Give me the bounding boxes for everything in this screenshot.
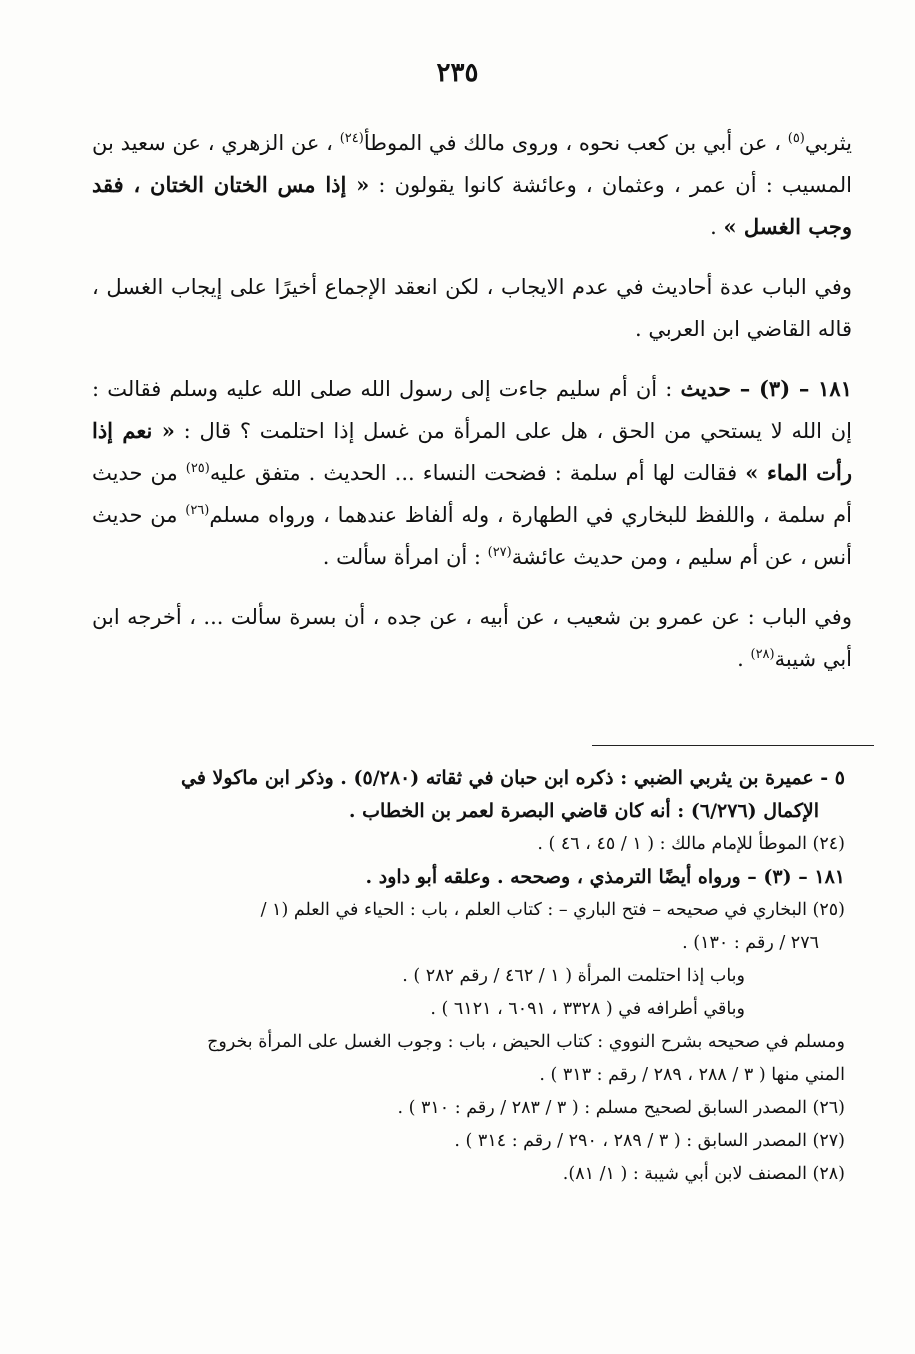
text: من حديث أم سلمة ، واللفظ للبخاري في الطهارة ، وله ألفاظ عندهما ، ورواه مسلم bbox=[92, 461, 852, 527]
footnote-24: (٢٤) الموطأ للإمام مالك : ( ١ / ٤٥ ، ٤٦ ) . bbox=[537, 834, 845, 854]
footnotes bbox=[100, 762, 845, 1191]
text: ، عن أبي بن كعب نحوه ، وروى مالك في الموطأ bbox=[363, 131, 788, 155]
paragraph-4 bbox=[92, 596, 852, 680]
footnote-5-line-2: الإكمال (٦/٢٧٦) : أنه كان قاضي البصرة لعمر بن الخطاب . bbox=[348, 800, 819, 822]
footnote-26: (٢٦) المصدر السابق لصحيح مسلم : ( ٣ / ٢٨٣ / رقم : ٣١٠ ) . bbox=[397, 1098, 845, 1118]
paragraph-2: وفي الباب عدة أحاديث في عدم الايجاب ، لكن انعقد الإجماع أخيرًا على إيجاب الغسل ، قاله القاضي ابن العربي . bbox=[92, 275, 852, 341]
paragraph-1 bbox=[92, 122, 852, 248]
main-text bbox=[92, 122, 852, 698]
footnote-25-line-6: المني منها ( ٣ / ٢٨٨ ، ٢٨٩ / رقم : ٣١٣ ) . bbox=[539, 1065, 845, 1085]
footnote-25-line-5: ومسلم في صحيحه بشرح النووي : كتاب الحيض ، باب : وجوب الغسل على المرأة بخروج bbox=[207, 1032, 845, 1052]
paragraph-3 bbox=[92, 368, 852, 578]
text: يثربي bbox=[804, 131, 852, 155]
footnote-ref-28: (٢٨) bbox=[750, 647, 775, 662]
footnote-25-line-1: (٢٥) البخاري في صحيحه – فتح الباري – : كتاب العلم ، باب : الحياء في العلم (١ / bbox=[260, 900, 845, 920]
text: ، عن الزهري ، عن سعيد بن المسيب : أن عمر ، وعثمان ، وعائشة كانوا يقولون : bbox=[92, 131, 852, 197]
footnote-ref-5: (٥) bbox=[787, 131, 805, 146]
footnote-25-line-3: وباب إذا احتلمت المرأة ( ١ / ٤٦٢ / رقم ٢٨٢ ) . bbox=[402, 966, 745, 986]
text: فقالت لها أم سلمة : فضحت النساء ... الحديث . متفق عليه bbox=[209, 461, 746, 485]
footnote-divider bbox=[592, 745, 874, 746]
text: وفي الباب : عن عمرو بن شعيب ، عن أبيه ، عن جده ، أن بسرة سألت ... ، أخرجه ابن أبي شيبة bbox=[92, 605, 852, 671]
hadith-heading: ١٨١ – (٣) – حديث bbox=[680, 376, 852, 401]
text: . bbox=[737, 647, 751, 671]
footnote-5-line-1: ٥ - عميرة بن يثربي الضبي : ذكره ابن حبان في ثقاته (٥/٢٨٠) . وذكر ابن ماكولا في bbox=[181, 767, 845, 789]
footnote-27: (٢٧) المصدر السابق : ( ٣ / ٢٨٩ ، ٢٩٠ / رقم : ٣١٤ ) . bbox=[454, 1131, 845, 1151]
footnote-ref-25: (٢٥) bbox=[185, 461, 210, 476]
text: من حديث أنس ، عن أم سليم ، ومن حديث عائشة bbox=[92, 503, 852, 569]
text: . bbox=[710, 215, 724, 239]
footnote-181: ١٨١ – (٣) – ورواه أيضًا الترمذي ، وصححه . وعلقه أبو داود . bbox=[365, 866, 845, 888]
footnote-ref-27: (٢٧) bbox=[487, 545, 512, 560]
text: : أن أم سليم جاءت إلى رسول الله صلى الله عليه وسلم فقالت : إن الله لا يستحي من الحق ، هل على المرأة من غسل إذا احتلمت ؟ قال : bbox=[92, 377, 852, 443]
page-number: ٢٣٥ bbox=[436, 58, 479, 88]
hadith-quote: « نعم إذا رأت الماء » bbox=[92, 418, 852, 485]
footnote-25-line-2: ٢٧٦ / رقم : ١٣٠) . bbox=[682, 933, 819, 953]
footnote-25-line-4: وباقي أطرافه في ( ٣٣٢٨ ، ٦٠٩١ ، ٦١٢١ ) . bbox=[430, 999, 745, 1019]
text: : أن امرأة سألت . bbox=[322, 545, 488, 569]
footnote-ref-26: (٢٦) bbox=[185, 503, 210, 518]
footnote-ref-24: (٢٤) bbox=[339, 131, 364, 146]
hadith-quote: « إذا مس الختان الختان ، فقد وجب الغسل » bbox=[92, 172, 852, 239]
footnote-28: (٢٨) المصنف لابن أبي شيبة : ( ١/ ٨١). bbox=[562, 1164, 845, 1184]
